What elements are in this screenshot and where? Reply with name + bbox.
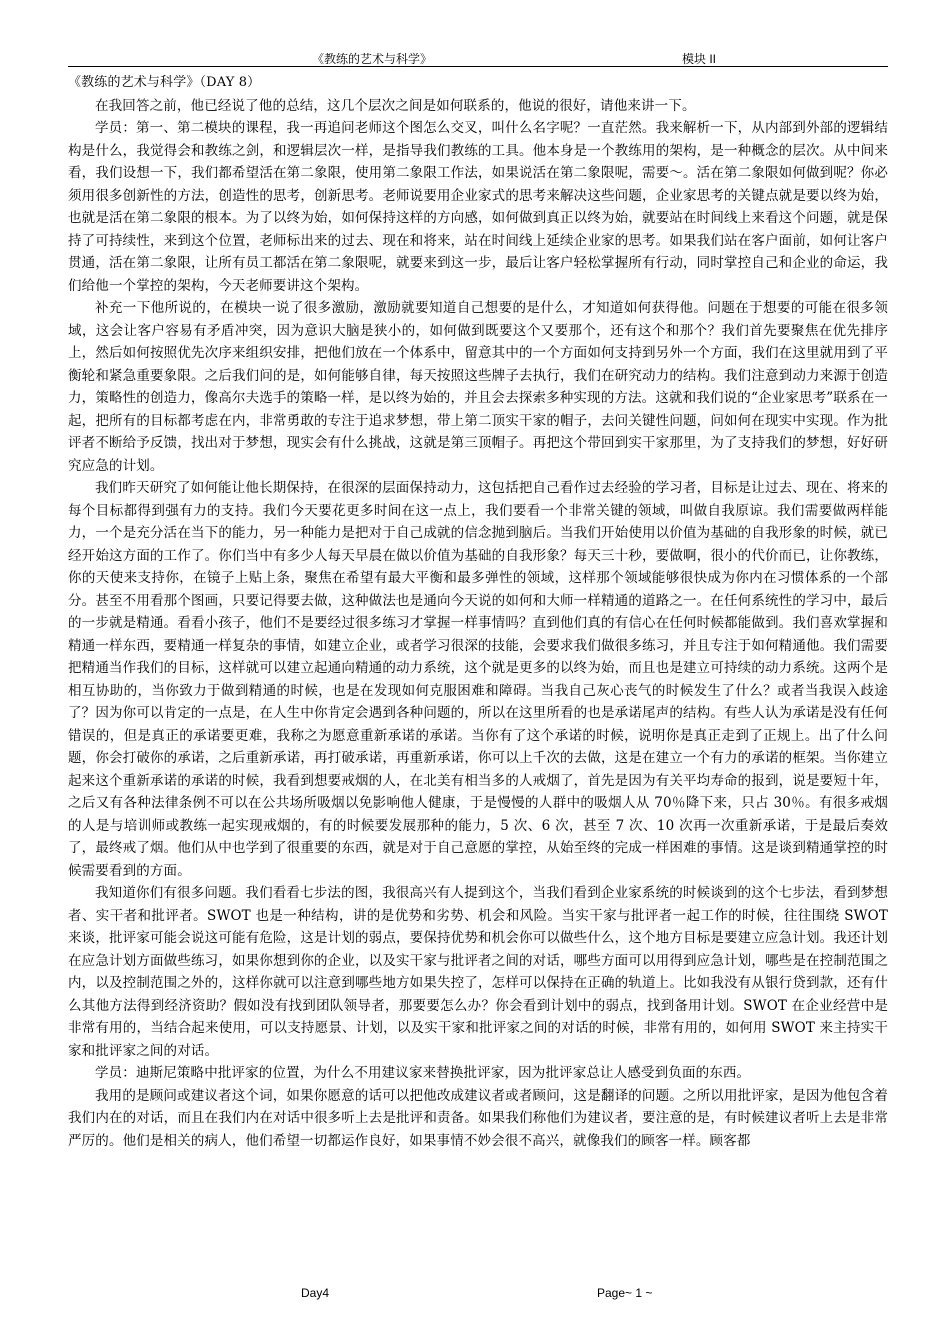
header-module-label: 模块 II xyxy=(682,52,717,66)
footer-page-number: Page~ 1 ~ xyxy=(597,1286,653,1300)
page-footer xyxy=(68,1282,888,1302)
page-header xyxy=(68,44,888,67)
paragraph: 学员：第一、第二模块的课程，我一再追问老师这个图怎么交叉，叫什么名字呢？一直茫然。我来解析一下，从内部到外部的逻辑结构是什么，我觉得会和教练之剑，和逻辑层次一样，是指导我们教练的工具。他本身是一个教练用的架构，是一种概念的层次。从中间来看，我们设想一下，我们都希望活在第二象限，使用第二象限工作法，如果说活在第二象限呢，需要～。活在第二象限如何做到呢？你必须用很多创新性的方法，创造性的思考，创新思考。老师说要用企业家式的思考来解决这些问题，企业家思考的关键点就是要以终为始，也就是活在第二象限的根本。为了以终为始，如何保持这样的方向感，如何做到真正以终为始，就要站在时间线上来看这个问题，就是保持了可持续性，来到这个位置，老师标出来的过去、现在和将来，站在时间线上延续企业家的思考。如果我们站在客户面前，如何让客户贯通，活在第二象限，让所有员工都活在第二象限呢，就要来到这一步，最后让客户轻松掌握所有行动，同时掌控自己和企业的命运，我们给他一个掌控的架构，今天老师要讲这个架构。 xyxy=(68,120,888,294)
paragraph: 补充一下他所说的，在模块一说了很多激励，激励就要知道自己想要的是什么，才知道如何获得他。问题在于想要的可能在很多领域，这会让客户容易有矛盾冲突，因为意识大脑是狭小的，如何做到既要这个又要那个，还有这个和那个？我们首先要聚焦在优先排序上，然后如何按照优先次序来组织安排，把他们放在一个体系中，留意其中的一个方面如何支持到另外一个方面，我们在这里就用到了平衡轮和紧急重要象限。之后我们问的是，如何能够自律，每天按照这些牌子去执行，我们在研究动力的结构。我们注意到动力来源于创造力，策略性的创造力，像高尔夫选手的策略一样，是以终为始的，并且会去探索多种实现的方法。这就和我们说的“企业家思考”联系在一起，把所有的目标都考虑在内，非常勇敢的专注于追求梦想，带上第二顶实干家的帽子，去问关键性问题，问如何在现实中实现。作为批评者不断给予反馈，找出对于梦想，现实会有什么挑战，这就是第三顶帽子。再把这个带回到实干家那里，为了支持我们的梦想，好好研究应急的计划。 xyxy=(68,300,888,474)
paragraph: 我用的是顾问或建议者这个词，如果你愿意的话可以把他改成建议者或者顾问，这是翻译的问题。之所以用批评家，是因为他包含着我们内在的对话，而且在我们内在对话中很多听上去是批评和责备。如果我们称他们为建议者，要注意的是，有时候建议者听上去是非常严厉的。他们是相关的病人，他们希望一切都运作良好，如果事情不妙会很不高兴，就像我们的顾客一样。顾客都 xyxy=(68,1087,888,1149)
header-book-title: 《教练的艺术与科学》 xyxy=(312,52,433,66)
day-heading: 《教练的艺术与科学》（DAY 8） xyxy=(68,75,261,90)
paragraph: 学员：迪斯尼策略中批评家的位置，为什么不用建议家来替换批评家，因为批评家总让人感受到负面的东西。 xyxy=(95,1065,751,1081)
footer-day-label: Day4 xyxy=(301,1286,330,1300)
document-body xyxy=(68,72,888,1152)
paragraph: 在我回答之前，他已经说了他的总结，这几个层次之间是如何联系的，他说的很好，请他来讲一下。 xyxy=(95,97,696,114)
paragraph: 我们昨天研究了如何能让他长期保持，在很深的层面保持动力，这包括把自己看作过去经验的学习者，目标是让过去、现在、将来的每个目标都得到强有力的支持。我们今天要花更多时间在这一点上，我们要看一个非常关键的领域，叫做自我原谅。我们需要做两样能力，一个是充分活在当下的能力，另一种能力是把对于自己成就的信念抛到脑后。当我们开始使用以价值为基础的自我形象的时候，就已经开始这方面的工作了。你们当中有多少人每天早晨在做以价值为基础的自我形象？每天三十秒，要做啊，很小的代价而已，让你教练，你的天使来支持你，在镜子上贴上条，聚焦在希望有最大平衡和最多弹性的领域，这样那个领域能够很快成为你内在习惯体系的一个部分。甚至不用看那个图画，只要记得要去做，这种做法也是通向今天说的如何和大师一样精通的道路之一。在任何系统性的学习中，最后的一步就是精通。看看小孩子，他们不是要经过很多练习才掌握一样事情吗？直到他们真的有信心在任何时候都能做到。我们喜欢掌握和精通一样东西，要精通一样复杂的事情，如建立企业，或者学习很深的技能，会要求我们做很多练习，并且专注于如何精通他。我们需要把精通当作我们的目标，这样就可以建立起通向精通的动力系统，这个就是更多的以终为始，而且也是建立可持续的动力系统。这两个是相互协助的，当你致力于做到精通的时候，也是在发现如何克服困难和障碍。当我自己灰心丧气的时候发生了什么？或者当我误入歧途了？因为你可以肯定的一点是，在人生中你肯定会遇到各种问题的，所以在这里所看的也是承诺尾声的结构。有些人认为承诺是没有任何错误的，但是真正的承诺要更难，我称之为愿意重新承诺的承诺。当你有了这个承诺的时候，说明你是真正走到了正规上。出了什么问题，你会打破你的承诺，之后重新承诺，再打破承诺，再重新承诺，你可以上千次的去做，这是在建立一个有力的承诺的框架。当你建立起来这个重新承诺的承诺的时候，我看到想要戒烟的人，在北美有相当多的人戒烟了，首先是因为有关平均寿命的报到，说是要短十年，之后又有各种法律条例不可以在公共场所吸烟以免影响他人健康，于是慢慢的人群中的吸烟人从 70％降下来，只占 30％。有很多戒烟的人是与培训师或教练一起实现戒烟的，有的时候要发展那种的能力，5 次、6 次，甚至 7 次、10 次再一次重新承诺，于是最后奏效了，最终戒了烟。他们从中也学到了很重要的东西，就是对于自己意愿的掌控，从始至终的完成一样困难的事情。这是谈到精通掌控的时候需要看到的方面。 xyxy=(68,480,888,879)
paragraph: 我知道你们有很多问题。我们看看七步法的图，我很高兴有人提到这个，当我们看到企业家系统的时候谈到的这个七步法，看到梦想者、实干者和批评者。SWOT 也是一种结构，讲的是优势和劣势、机会和风险。当实干家与批评者一起工作的时候，往往围绕 SWOT 来谈，批评家可能会说这可能有危险，这是计划的弱点，要保持优势和机会你可以做些什么，这个地方目标是要建立应急计划。我还计划在应急计划方面做些练习，如果你想到你的企业，以及实干家与批评者之间的对话，哪些方面可以用得到应急计划，哪些是在控制范围之内，以及控制范围之外的，这样你就可以注意到哪些地方如果失控了，怎样可以保持在正确的轨道上。比如我没有从银行贷到款，还有什么其他方法得到经济资助？假如没有找到团队领导者，那要要怎么办？你会看到计划中的弱点，找到备用计划。SWOT 在企业经营中是非常有用的，当结合起来使用，可以支持愿景、计划，以及实干家和批评家之间的对话的时候，非常有用的，如何用 SWOT 来主持实干家和批评家之间的对话。 xyxy=(68,885,888,1059)
